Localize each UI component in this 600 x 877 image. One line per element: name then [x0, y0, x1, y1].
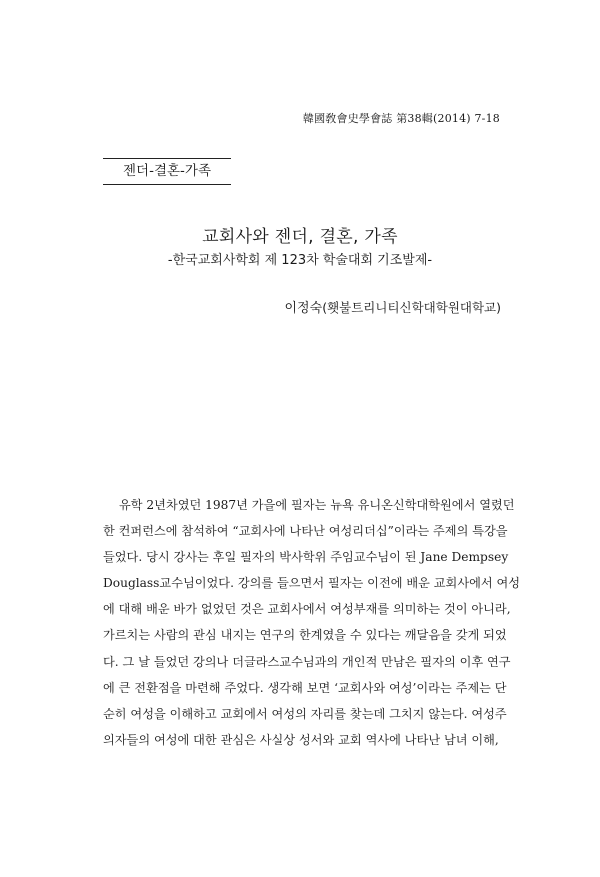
- body-line: 다. 그 날 들었던 강의나 더글라스교수님과의 개인적 만남은 필자의 이후 연구: [103, 654, 511, 669]
- author-name: 이정숙: [284, 301, 323, 316]
- body-line: 들었다. 당시 강사는 후일 필자의 박사학위 주임교수님이 된 Jane Dempsey: [103, 550, 509, 565]
- body-line: 가르치는 사람의 관심 내지는 연구의 한계였을 수 있다는 깨달음을 갖게 되었: [103, 628, 507, 643]
- body-line: 에 큰 전환점을 마련해 주었다. 생각해 보면 ‘교회사와 여성’이라는 주제는 단: [103, 680, 507, 695]
- section-label: 젠더-결혼-가족: [103, 158, 231, 185]
- body-line: 순히 여성을 이해하고 교회에서 여성의 자리를 찾는데 그치지 않는다. 여성주: [103, 706, 507, 721]
- author-affiliation: (횃불트리니티신학대학원대학교): [322, 300, 501, 315]
- page-title: 교회사와 젠더, 결혼, 가족: [202, 227, 398, 247]
- body-line: 에 대해 배운 바가 없었던 것은 교회사에서 여성부재를 의미하는 것이 아니라,: [103, 602, 511, 617]
- body-line: Douglass교수님이었다. 강의를 들으면서 필자는 이전에 배운 교회사에서 여성: [103, 576, 521, 591]
- body-line: 의자들의 여성에 대한 관심은 사실상 성서와 교회 역사에 나타난 남녀 이해,: [103, 732, 499, 747]
- body-line: 유학 2년차였던 1987년 가을에 필자는 뉴욕 유니온신학대학원에서 열렸던: [119, 498, 515, 512]
- body-line: 한 컨퍼런스에 참석하여 “교회사에 나타난 여성리더십”이라는 주제의 특강을: [103, 524, 508, 539]
- body-text: [103, 492, 521, 753]
- page-subtitle: -한국교회사학회 제 123차 학술대회 기조발제-: [167, 253, 433, 268]
- author-line: [285, 297, 502, 316]
- running-head: 韓國敎會史學會誌 第38輯(2014) 7-18: [302, 112, 500, 125]
